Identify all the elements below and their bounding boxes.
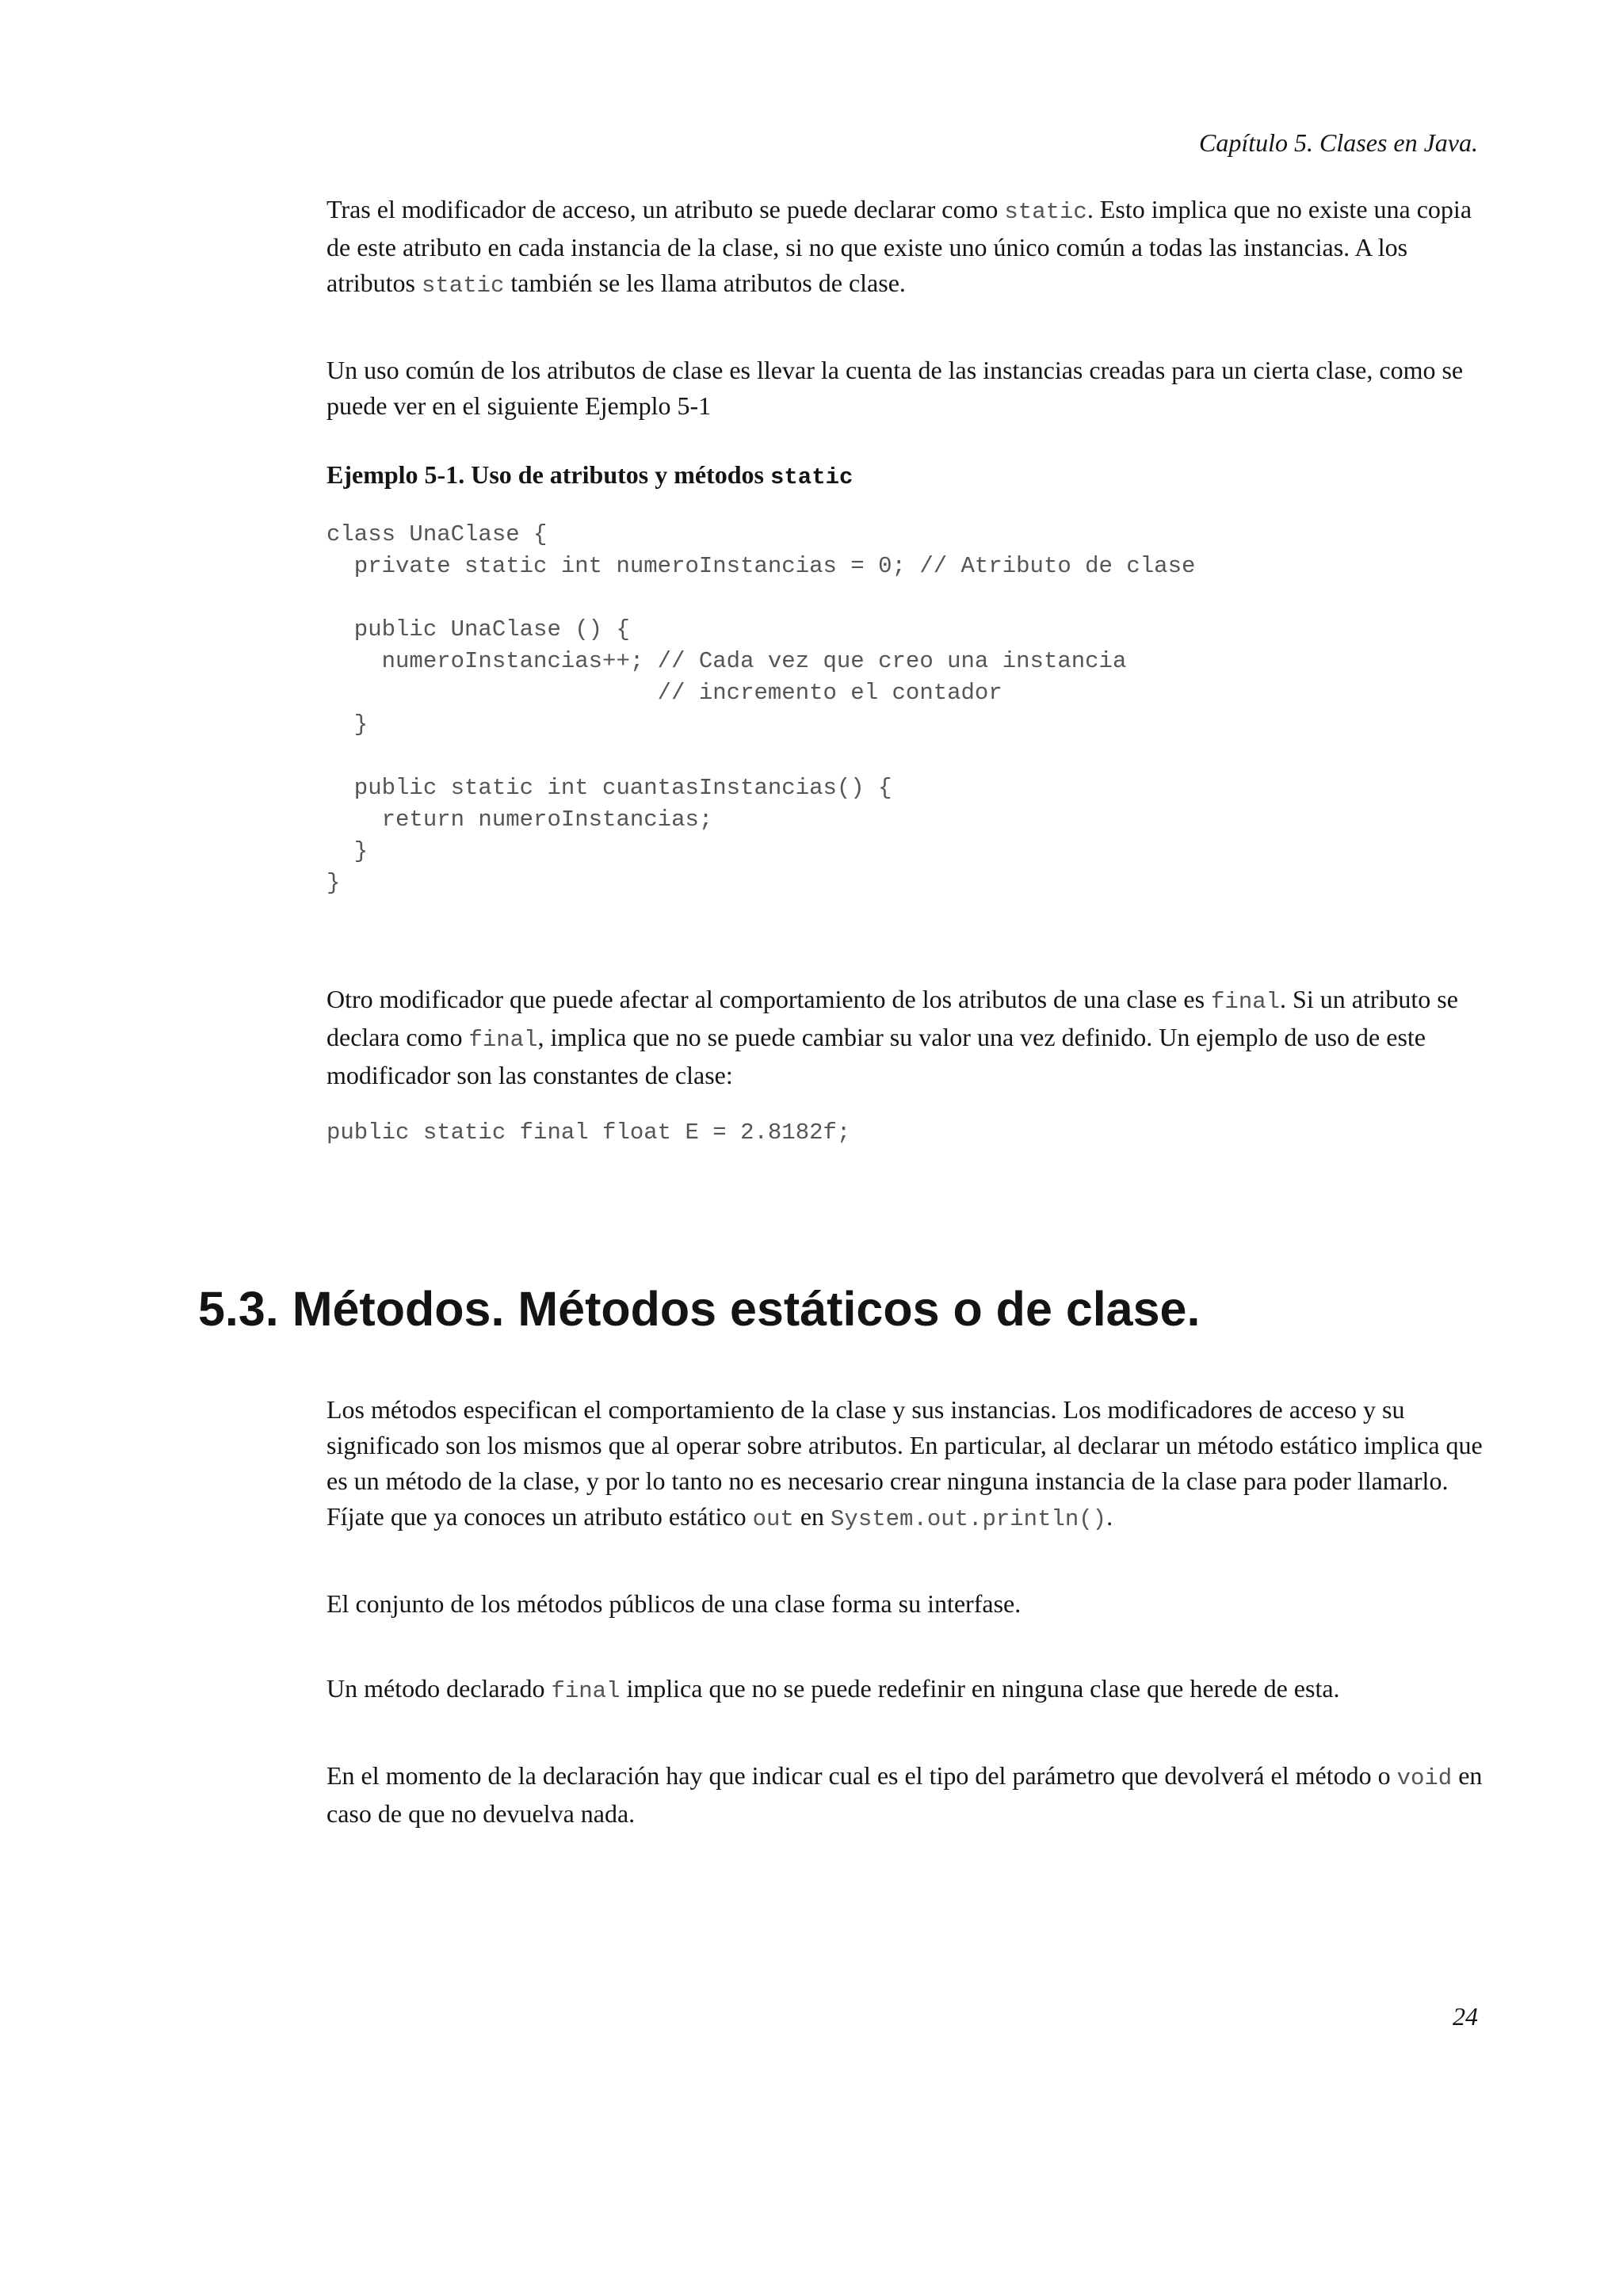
- text-run: Los métodos especifican el comportamiento de la clase y sus instancias. Los modificadores de acceso y su significado son los mismos que al operar sobre atributos. En particular, al declarar un método estático implica que es un método de la clase, y por lo tanto no es necesario crear ninguna instancia de la clase para poder llamarlo. Fíjate que ya conoces un atributo estático: [327, 1395, 1483, 1531]
- inline-code: out: [752, 1506, 794, 1532]
- example-title-text: Ejemplo 5-1. Uso de atributos y métodos: [327, 460, 770, 489]
- text-run: en caso de que no devuelva nada.: [327, 1761, 1483, 1828]
- paragraph-return-type: [327, 1758, 1484, 1832]
- paragraph-static-attributes: [327, 192, 1484, 303]
- text-run: Otro modificador que puede afectar al comportamiento de los atributos de una clase es: [327, 985, 1212, 1013]
- inline-code: System.out.println(): [831, 1506, 1107, 1532]
- paragraph-final-method: [327, 1671, 1484, 1709]
- text-run: también se les llama atributos de clase.: [504, 269, 906, 297]
- page-number: 24: [1453, 2002, 1478, 2031]
- text-run: implica que no se puede redefinir en ninguna clase que herede de esta.: [620, 1674, 1340, 1703]
- inline-code: final: [551, 1678, 621, 1704]
- main-content: [327, 192, 1484, 1149]
- text-run: En el momento de la declaración hay que indicar cual es el tipo del parámetro que devolverá el método o: [327, 1761, 1397, 1790]
- text-run: Tras el modificador de acceso, un atributo se puede declarar como: [327, 195, 1005, 223]
- inline-code: static: [1004, 199, 1087, 225]
- text-run: en: [793, 1502, 831, 1531]
- paragraph-interface: El conjunto de los métodos públicos de una clase forma su interfase.: [327, 1589, 1022, 1618]
- text-run: . Esto implica que no existe una copia de este atributo en cada instancia de la clase, si no que existe uno único común a todas las instancias. A los atributos: [327, 195, 1472, 297]
- text-run: Un método declarado: [327, 1674, 552, 1703]
- example-code-block: class UnaClase { private static int numeroInstancias = 0; // Atributo de clase public UnaClase () { numeroInstancias++; // Cada vez que creo una instancia // incremento el contador } public static int cuantasInstancias() { return numeroInstancias; } }: [327, 521, 1196, 896]
- inline-code: final: [1211, 989, 1281, 1015]
- inline-code: void: [1396, 1765, 1453, 1791]
- text-run: . Si un atributo se declara como: [327, 985, 1458, 1051]
- paragraph-final-modifier: [327, 982, 1484, 1093]
- inline-code: final: [468, 1027, 538, 1053]
- running-header: Capítulo 5. Clases en Java.: [1199, 128, 1478, 157]
- paragraph-methods: [327, 1392, 1484, 1537]
- text-run: , implica que no se puede cambiar su valor una vez definido. Un ejemplo de uso de este modificador son las constantes de clase:: [327, 1023, 1426, 1089]
- section-content: [327, 1392, 1484, 1832]
- text-run: .: [1106, 1502, 1113, 1531]
- constant-code-line: public static final float E = 2.8182f;: [327, 1119, 851, 1146]
- paragraph-class-attributes-use: Un uso común de los atributos de clase es llevar la cuenta de las instancias creadas para un cierta clase, como se puede ver en el siguiente Ejemplo 5-1: [327, 356, 1464, 420]
- example-title: [327, 457, 1484, 495]
- section-heading: 5.3. Métodos. Métodos estáticos o de clase.: [198, 1282, 1201, 1336]
- example-title-code: static: [769, 464, 854, 490]
- inline-code: static: [421, 273, 505, 299]
